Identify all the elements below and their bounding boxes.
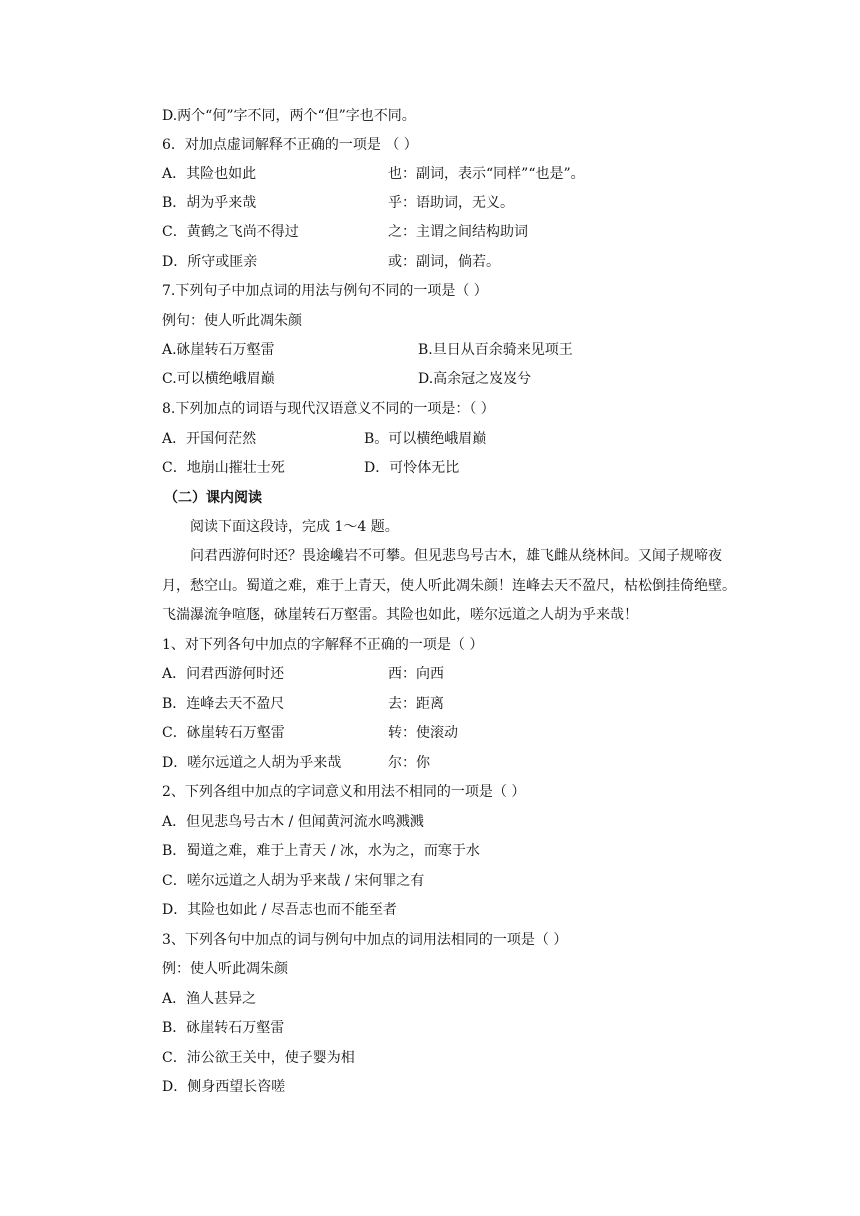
r2-option-b: B．蜀道之难，难于上青天 / 冰，水为之，而寒于水 xyxy=(162,843,480,859)
poem-line-1: 问君西游何时还？畏途巉岩不可攀。但见悲鸟号古木，雄飞雌从绕林间。又闻子规啼夜 xyxy=(190,548,722,564)
poem-line-2: 月，愁空山。蜀道之难，难于上青天，使人听此凋朱颜！连峰去天不盈尺，枯松倒挂倚绝壁。 xyxy=(162,578,736,594)
q7-option-b: B.旦日从百余骑来见项王 xyxy=(418,342,573,358)
q6-option-d: D．所守或匪亲 xyxy=(162,254,258,270)
r1-option-d: D．嗟尔远道之人胡为乎来哉 xyxy=(162,755,342,771)
poem-line-3: 飞湍瀑流争喧豗，砯崖转石万壑雷。其险也如此，嗟尔远道之人胡为乎来哉！ xyxy=(162,607,638,623)
r3-option-d: D．侧身西望长咨嗟 xyxy=(162,1079,286,1095)
r2-option-d: D．其险也如此 / 尽吾志也而不能至者 xyxy=(162,902,397,918)
r1-option-a-note: 西：向西 xyxy=(388,666,444,682)
r3-stem: 3、下列各句中加点的词与例句中加点的词用法相同的一项是（ ） xyxy=(162,932,568,948)
r1-option-b: B．连峰去天不盈尺 xyxy=(162,696,285,712)
r1-option-c: C．砯崖转石万壑雷 xyxy=(162,725,285,741)
q7-option-c: C.可以横绝峨眉巅 xyxy=(162,371,275,387)
q6-option-c: C．黄鹤之飞尚不得过 xyxy=(162,224,299,240)
r3-option-a: A．渔人甚异之 xyxy=(162,991,257,1007)
r1-option-a: A．问君西游何时还 xyxy=(162,666,285,682)
q7-example: 例句：使人听此凋朱颜 xyxy=(162,313,302,329)
section-title: （二）课内阅读 xyxy=(164,490,262,506)
r1-option-b-note: 去：距离 xyxy=(388,696,444,712)
r2-option-c: C．嗟尔远道之人胡为乎来哉 / 宋何罪之有 xyxy=(162,873,425,889)
q6-option-b: B．胡为乎来哉 xyxy=(162,195,257,211)
q8-option-c: C．地崩山摧壮士死 xyxy=(162,460,285,476)
r3-example: 例：使人听此凋朱颜 xyxy=(162,961,288,977)
q7-stem: 7.下列句子中加点词的用法与例句不同的一项是（ ） xyxy=(162,283,488,299)
q6-option-a: A．其险也如此 xyxy=(162,166,257,182)
r1-stem: 1、对下列各句中加点的字解释不正确的一项是（ ） xyxy=(162,637,484,653)
r3-option-c: C．沛公欲王关中，使子婴为相 xyxy=(162,1050,355,1066)
r1-option-c-note: 转：使滚动 xyxy=(388,725,458,741)
q8-option-a: A．开国何茫然 xyxy=(162,431,257,447)
q7-option-a: A.砯崖转石万壑雷 xyxy=(162,342,275,358)
q7-option-d: D.高余冠之岌岌兮 xyxy=(418,371,532,387)
q6-option-d-note: 或：副词，倘若。 xyxy=(388,254,500,270)
q6-option-a-note: 也：副词，表示“同样”“也是”。 xyxy=(388,166,585,182)
q8-stem: 8.下列加点的词语与现代汉语意义不同的一项是：（ ） xyxy=(162,401,495,417)
r1-option-d-note: 尔：你 xyxy=(388,755,430,771)
r3-option-b: B．砯崖转石万壑雷 xyxy=(162,1020,285,1036)
q8-option-d: D．可怜体无比 xyxy=(364,460,460,476)
r2-option-a: A．但见悲鸟号古木 / 但闻黄河流水鸣溅溅 xyxy=(162,814,424,830)
q8-option-b: B。可以横绝峨眉巅 xyxy=(364,431,487,447)
r2-stem: 2、下列各组中加点的字词意义和用法不相同的一项是（ ） xyxy=(162,784,526,800)
q6-option-b-note: 乎：语助词，无义。 xyxy=(388,195,514,211)
reading-intro: 阅读下面这段诗，完成 1～4 题。 xyxy=(190,519,399,535)
q6-stem: 6．对加点虚词解释不正确的一项是 （ ） xyxy=(162,137,418,153)
q6-option-c-note: 之：主谓之间结构助词 xyxy=(388,224,528,240)
q5-option-d: D.两个“何”字不同，两个“但”字也不同。 xyxy=(162,108,416,124)
